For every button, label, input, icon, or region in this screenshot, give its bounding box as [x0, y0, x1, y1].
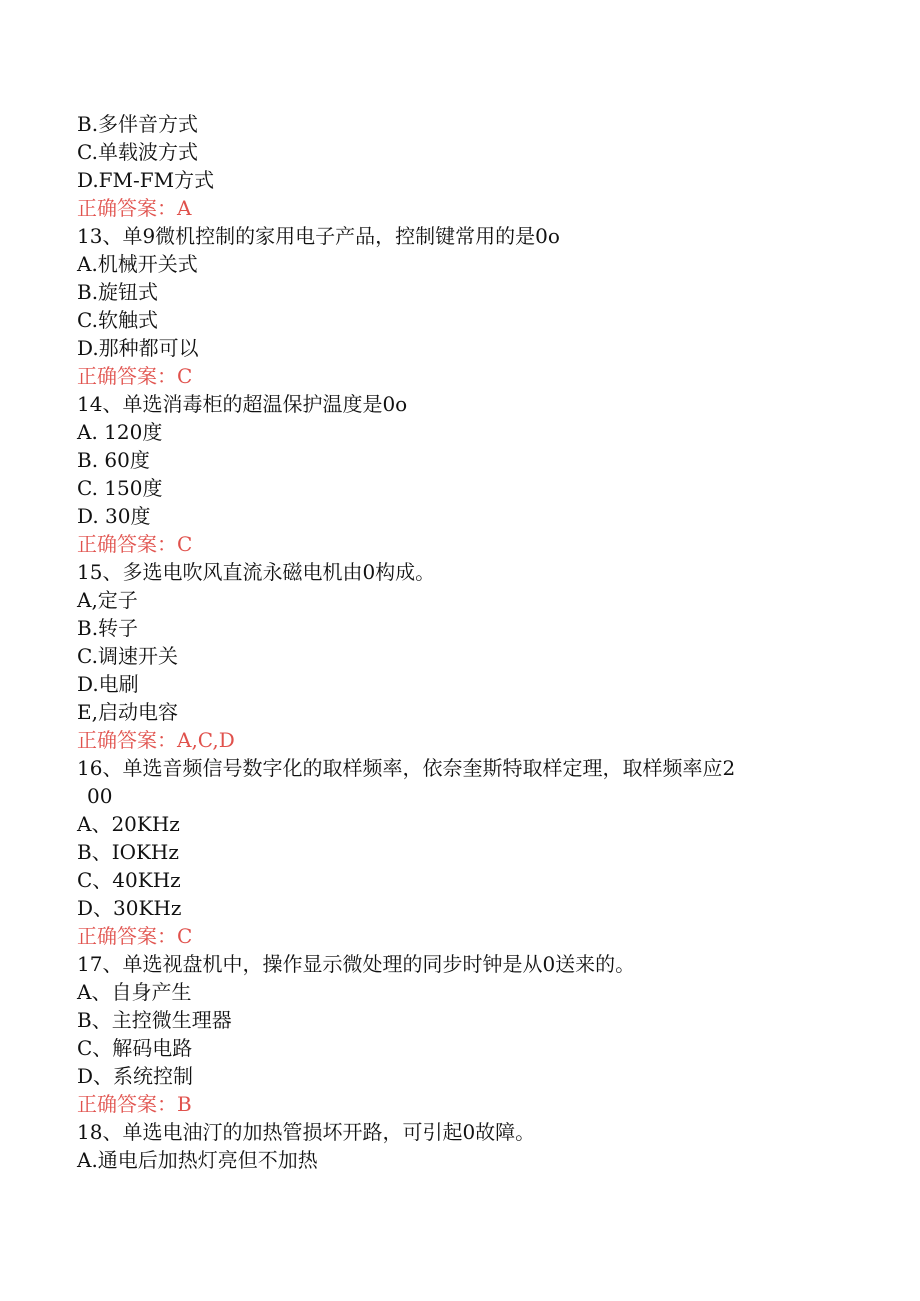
question-line: 14、单选消毒柜的超温保护温度是0o: [77, 392, 408, 416]
option-line: E,启动电容: [77, 700, 178, 724]
option-line: A、自身产生: [77, 980, 192, 1004]
option-line: A.机械开关式: [77, 252, 198, 276]
answer-line: 正确答案：A: [77, 196, 192, 220]
option-line: A,定子: [77, 588, 138, 612]
option-line: C. 150度: [77, 476, 163, 500]
option-line: C、40KHz: [77, 868, 181, 892]
option-line: D.那种都可以: [77, 336, 199, 360]
option-line: C.软触式: [77, 308, 158, 332]
question-line: 13、单9微机控制的家用电子产品，控制键常用的是0o: [77, 224, 560, 248]
option-line: D.电刷: [77, 672, 139, 696]
option-line: B.旋钮式: [77, 280, 159, 304]
question-line: 15、多选电吹风直流永磁电机由0构成。: [77, 560, 436, 584]
answer-line: 正确答案：C: [77, 364, 193, 388]
option-line: C.调速开关: [77, 644, 178, 668]
option-line: A. 120度: [77, 420, 163, 444]
option-line: A、20KHz: [77, 812, 180, 836]
answer-line: 正确答案：C: [77, 532, 193, 556]
question-line: 18、单选电油汀的加热管损坏开路，可引起0故障。: [77, 1120, 536, 1144]
option-line: B.转子: [77, 616, 139, 640]
option-line: B.多伴音方式: [77, 112, 199, 136]
answer-line: 正确答案：B: [77, 1092, 192, 1116]
option-line: D、系统控制: [77, 1064, 194, 1088]
option-line: D、30KHz: [77, 896, 182, 920]
option-line: B、IOKHz: [77, 840, 179, 864]
option-line: B、主控微生理器: [77, 1008, 232, 1032]
question-line: 17、单选视盘机中，操作显示微处理的同步时钟是从0送来的。: [77, 952, 636, 976]
question-list: [77, 110, 837, 1174]
option-line: B. 60度: [77, 448, 150, 472]
option-line: D.FM-FM方式: [77, 168, 215, 192]
question-line-continued: 00: [87, 784, 113, 808]
answer-line: 正确答案：C: [77, 924, 193, 948]
option-line: D. 30度: [77, 504, 151, 528]
question-line: 16、单选音频信号数字化的取样频率，依奈奎斯特取样定理，取样频率应2: [77, 756, 736, 780]
option-line: C、解码电路: [77, 1036, 193, 1060]
option-line: A.通电后加热灯亮但不加热: [77, 1148, 318, 1172]
answer-line: 正确答案：A,C,D: [77, 728, 235, 752]
option-line: C.单载波方式: [77, 140, 198, 164]
